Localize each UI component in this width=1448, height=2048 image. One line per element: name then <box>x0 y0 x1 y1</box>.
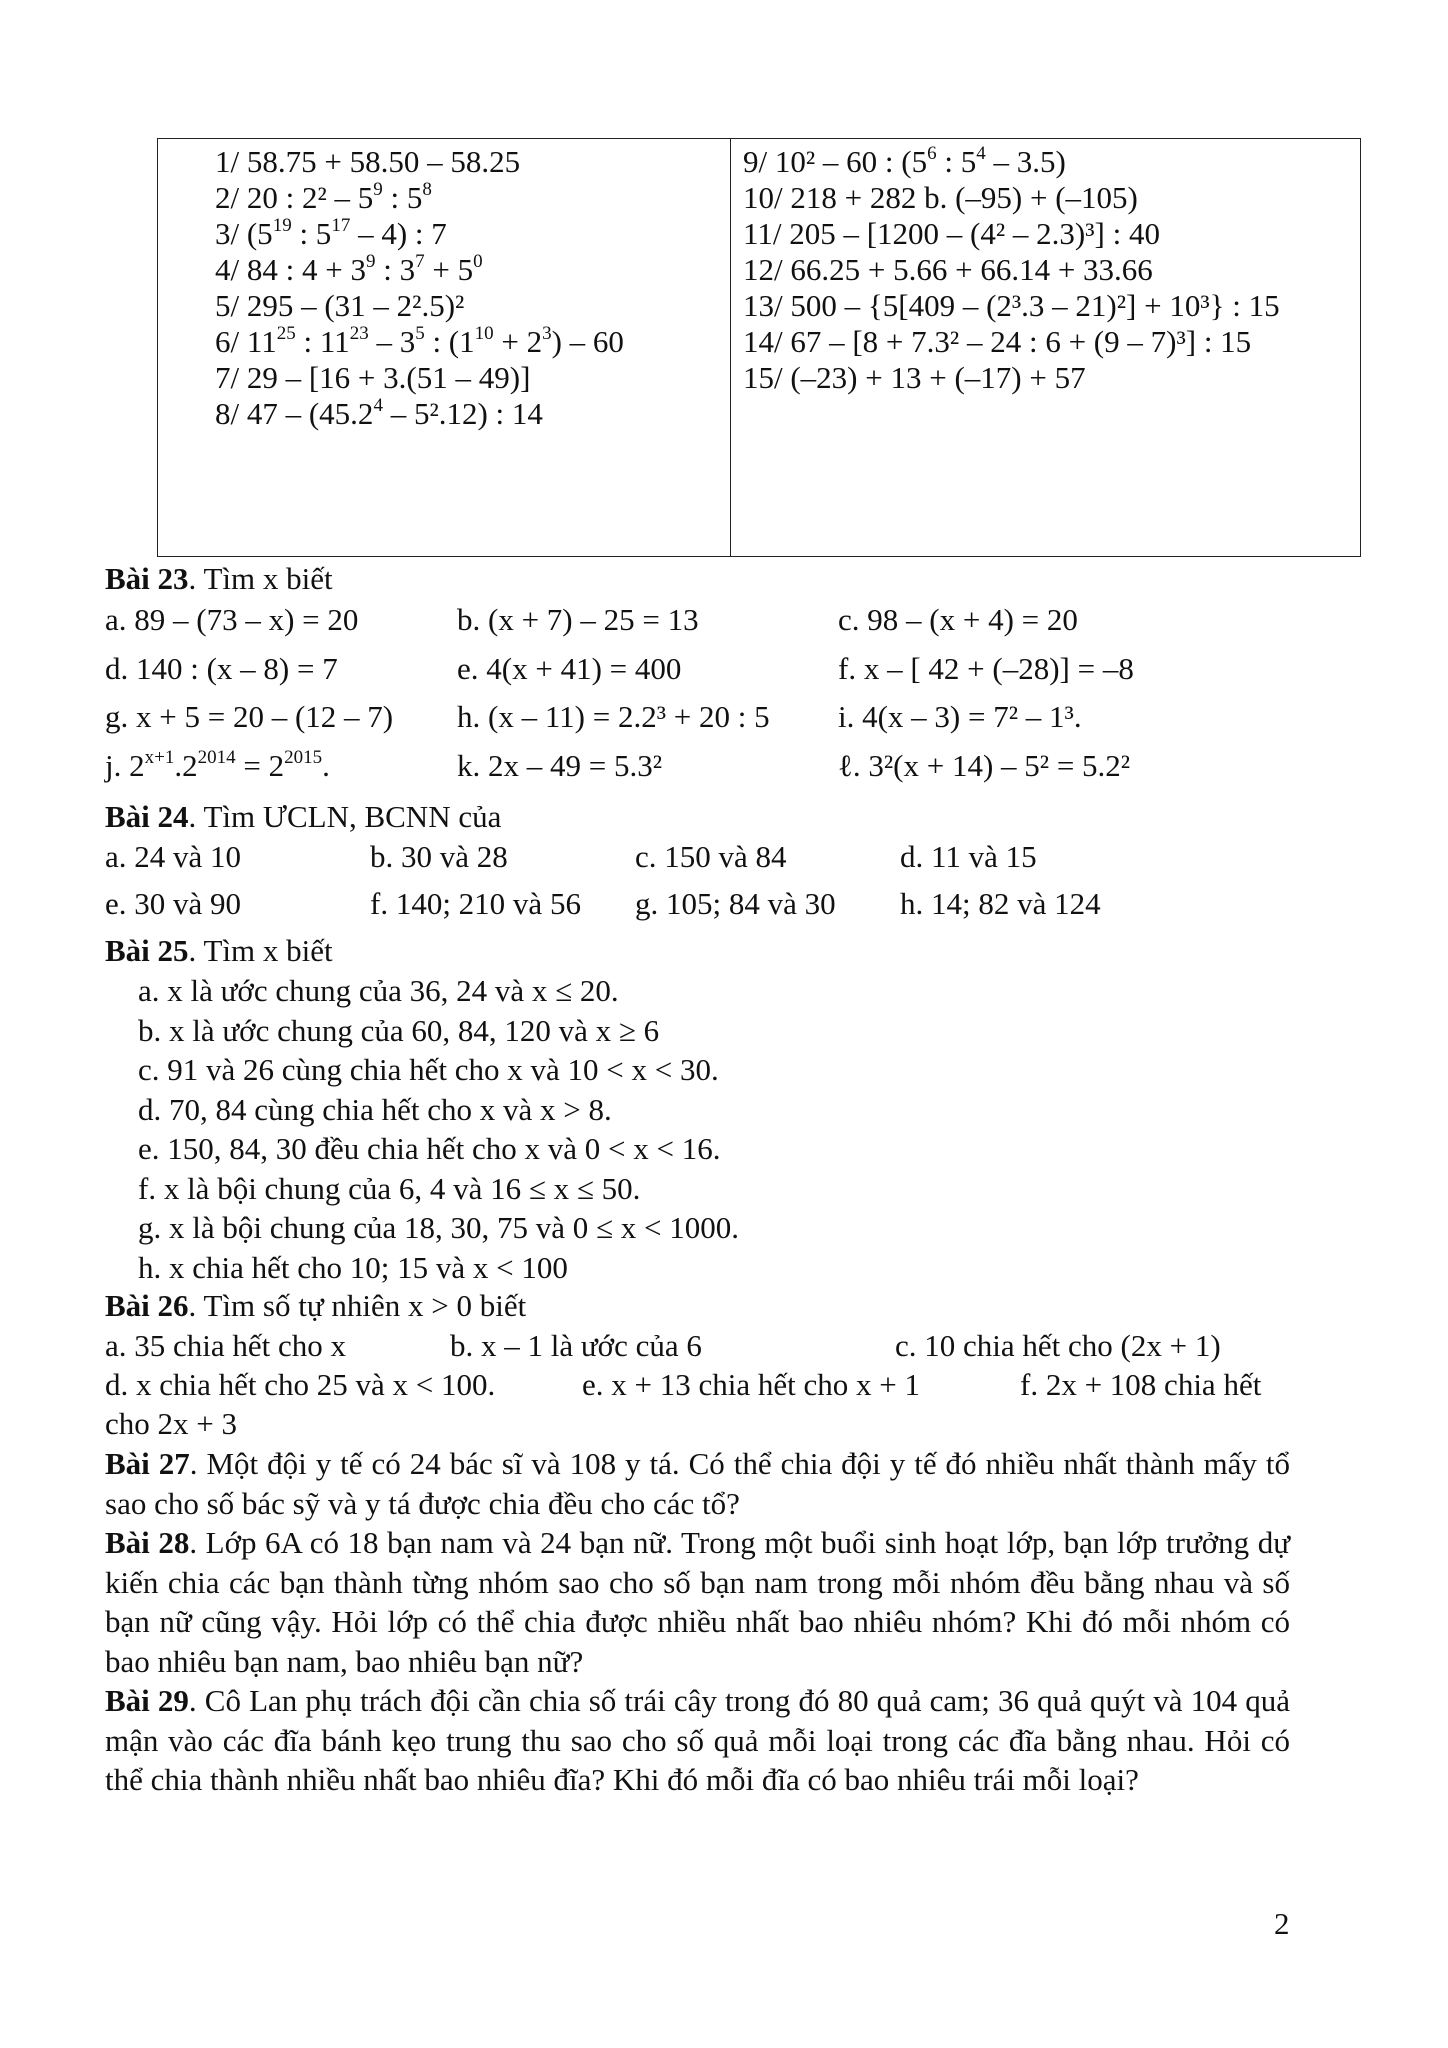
bai23-item: a. 89 – (73 – x) = 20 <box>105 602 359 637</box>
bai24-heading <box>105 798 501 836</box>
bai25-heading <box>105 932 333 970</box>
bai25-item: g. x là bội chung của 18, 30, 75 và 0 ≤ x < 1000. <box>138 1210 740 1245</box>
bai23-text: . Tìm x biết <box>188 561 333 596</box>
bai29-title: Bài 29 <box>105 1683 189 1718</box>
table-right-row-4: 12/ 66.25 + 5.66 + 66.14 + 33.66 <box>743 252 1153 287</box>
table-right-row-3: 11/ 205 – [1200 – (4² – 2.3)³] : 40 <box>743 216 1160 251</box>
bai29-text: . Cô Lan phụ trách đội cần chia số trái cây trong đó 80 quả cam; 36 quả quýt và 104 quả mận vào các đĩa bánh kẹo trung thu sao cho số quả mỗi loại trong các đĩa bằng nhau. Hỏi có thể chia thành nhiều nhất bao nhiêu đĩa? Khi đó mỗi đĩa có bao nhiêu trái mỗi loại? <box>105 1683 1291 1797</box>
table-column-divider <box>730 139 731 556</box>
bai27-text: . Một đội y tế có 24 bác sĩ và 108 y tá. Có thể chia đội y tế đó nhiều nhất thành mấy tổ sao cho số bác sỹ và y tá được chia đều cho các tổ? <box>105 1446 1290 1521</box>
bai23-item: h. (x – 11) = 2.2³ + 20 : 5 <box>457 699 770 734</box>
bai25-item: f. x là bội chung của 6, 4 và 16 ≤ x ≤ 50. <box>138 1170 641 1206</box>
bai25-item: a. x là ước chung của 36, 24 và x ≤ 20. <box>138 973 619 1008</box>
bai24-item: b. 30 và 28 <box>370 839 508 874</box>
bai28-paragraph <box>105 1523 1290 1681</box>
table-left-row-3: 3/ ($5^{19}$ : $5^{17} - 4$) : 7 <box>215 215 447 251</box>
table-right-row-5: 13/ 500 – {5[409 – (2³.3 – 21)²] + 10³} : 15 <box>743 288 1280 323</box>
table-right-row-7: 15/ (–23) + 13 + (–17) + 57 <box>743 360 1086 395</box>
bai25-item: e. 150, 84, 30 đều chia hết cho x và 0 < x < 16. <box>138 1131 721 1166</box>
bai24-text: . Tìm ƯCLN, BCNN của <box>188 799 502 834</box>
bai26-item-d: d. x chia hết cho 25 và x < 100. <box>105 1367 496 1402</box>
bai24-item: e. 30 và 90 <box>105 886 242 921</box>
table-right-row-1: 9/ 10² – 60 : ($5^6$ : $5^4 - 3.5$) <box>743 143 1066 179</box>
bai23-item: g. x + 5 = 20 – (12 – 7) <box>105 699 394 734</box>
bai23-item: d. 140 : (x – 8) = 7 <box>105 650 338 686</box>
bai26-heading <box>105 1287 526 1325</box>
bai23-item: f. x – [ 42 + (–28)] = –8 <box>838 650 1134 686</box>
table-left-row-7: 7/ 29 – [16 + 3.(51 – 49)] <box>215 360 531 395</box>
bai23-item: j. $2^{x+1}.2^{2014} = 2^{2015}$. <box>105 746 330 783</box>
table-left-row-4: 4/ 84 : $4 + 3^9$ : $3^7 + 5^0$ <box>215 251 483 287</box>
bai23-item: e. 4(x + 41) = 400 <box>457 650 682 686</box>
bai26-text: . Tìm số tự nhiên x > 0 biết <box>188 1288 527 1323</box>
bai28-text: . Lớp 6A có 18 bạn nam và 24 bạn nữ. Trong một buổi sinh hoạt lớp, bạn lớp trưởng dự kiến chia các bạn thành từng nhóm sao cho số bạn nam trong mỗi nhóm đều bằng nhau và số bạn nữ cũng vậy. Hỏi lớp có thể chia được nhiều nhất bao nhiêu nhóm? Khi đó mỗi nhóm có bao nhiêu bạn nam, bao nhiêu bạn nữ? <box>105 1525 1290 1679</box>
bai26-item-b: b. x – 1 là ước của 6 <box>450 1328 702 1363</box>
bai24-item: f. 140; 210 và 56 <box>370 886 581 921</box>
bai25-text: . Tìm x biết <box>188 933 333 968</box>
bai25-item: d. 70, 84 cùng chia hết cho x và x > 8. <box>138 1091 612 1127</box>
bai26-item-e: e. x + 13 chia hết cho x + 1 <box>582 1367 920 1402</box>
bai25-item: c. 91 và 26 cùng chia hết cho x và 10 < x < 30. <box>138 1052 719 1087</box>
table-left-row-8: 8/ 47 – (45.2$^4$ – 5².12) : 14 <box>215 395 543 431</box>
table-left-row-2: 2/ 20 : $2^2 - 5^9$ : $5^8$ <box>215 179 432 215</box>
bai23-item: ℓ. 3²(x + 14) – 5² = 5.2² <box>838 747 1131 783</box>
bai23-item: i. 4(x – 3) = 7² – 1³. <box>838 699 1082 734</box>
bai23-heading <box>105 560 333 598</box>
bai28-title: Bài 28 <box>105 1525 190 1560</box>
bai24-item: g. 105; 84 và 30 <box>635 886 836 921</box>
bai24-item: a. 24 và 10 <box>105 839 242 874</box>
bai24-item: c. 150 và 84 <box>635 839 787 874</box>
bai23-title: Bài 23 <box>105 561 189 596</box>
bai24-item: d. 11 và 15 <box>900 839 1037 874</box>
bai26-title: Bài 26 <box>105 1288 189 1323</box>
bai26-item-a: a. 35 chia hết cho x <box>105 1328 347 1363</box>
bai25-title: Bài 25 <box>105 933 189 968</box>
bai29-paragraph <box>105 1681 1290 1800</box>
bai27-paragraph <box>105 1444 1290 1523</box>
bai23-item: b. (x + 7) – 25 = 13 <box>457 602 699 637</box>
table-right-row-2: 10/ 218 + 282 b. (–95) + (–105) <box>743 180 1138 215</box>
bai25-item: b. x là ước chung của 60, 84, 120 và x ≥ 6 <box>138 1012 660 1048</box>
table-left-row-1: 1/ 58.75 + 58.50 – 58.25 <box>215 144 521 179</box>
bai25-item: h. x chia hết cho 10; 15 và x < 100 <box>138 1249 568 1285</box>
bai26-item-f-cont: cho 2x + 3 <box>105 1406 237 1441</box>
bai27-title: Bài 27 <box>105 1446 190 1481</box>
page-number: 2 <box>1274 1906 1290 1941</box>
table-left-row-5: 5/ 295 – (31 – 2².5)² <box>215 288 465 323</box>
bai23-item: c. 98 – (x + 4) = 20 <box>838 602 1078 637</box>
bai24-title: Bài 24 <box>105 799 189 834</box>
bai24-item: h. 14; 82 và 124 <box>900 886 1101 921</box>
bai26-item-c: c. 10 chia hết cho (2x + 1) <box>895 1328 1221 1363</box>
table-right-row-6: 14/ 67 – [8 + 7.3² – 24 : 6 + (9 – 7)³] : 15 <box>743 324 1252 359</box>
calculation-table <box>157 138 1361 557</box>
table-left-row-6: 6/ $11^{25}$ : $11^{23} - 3^5$ : $(1^{10} + 2^3) - 60$ <box>215 323 624 359</box>
bai26-item-f: f. 2x + 108 chia hết <box>1020 1367 1262 1402</box>
bai23-item: k. 2x – 49 = 5.3² <box>457 747 663 783</box>
